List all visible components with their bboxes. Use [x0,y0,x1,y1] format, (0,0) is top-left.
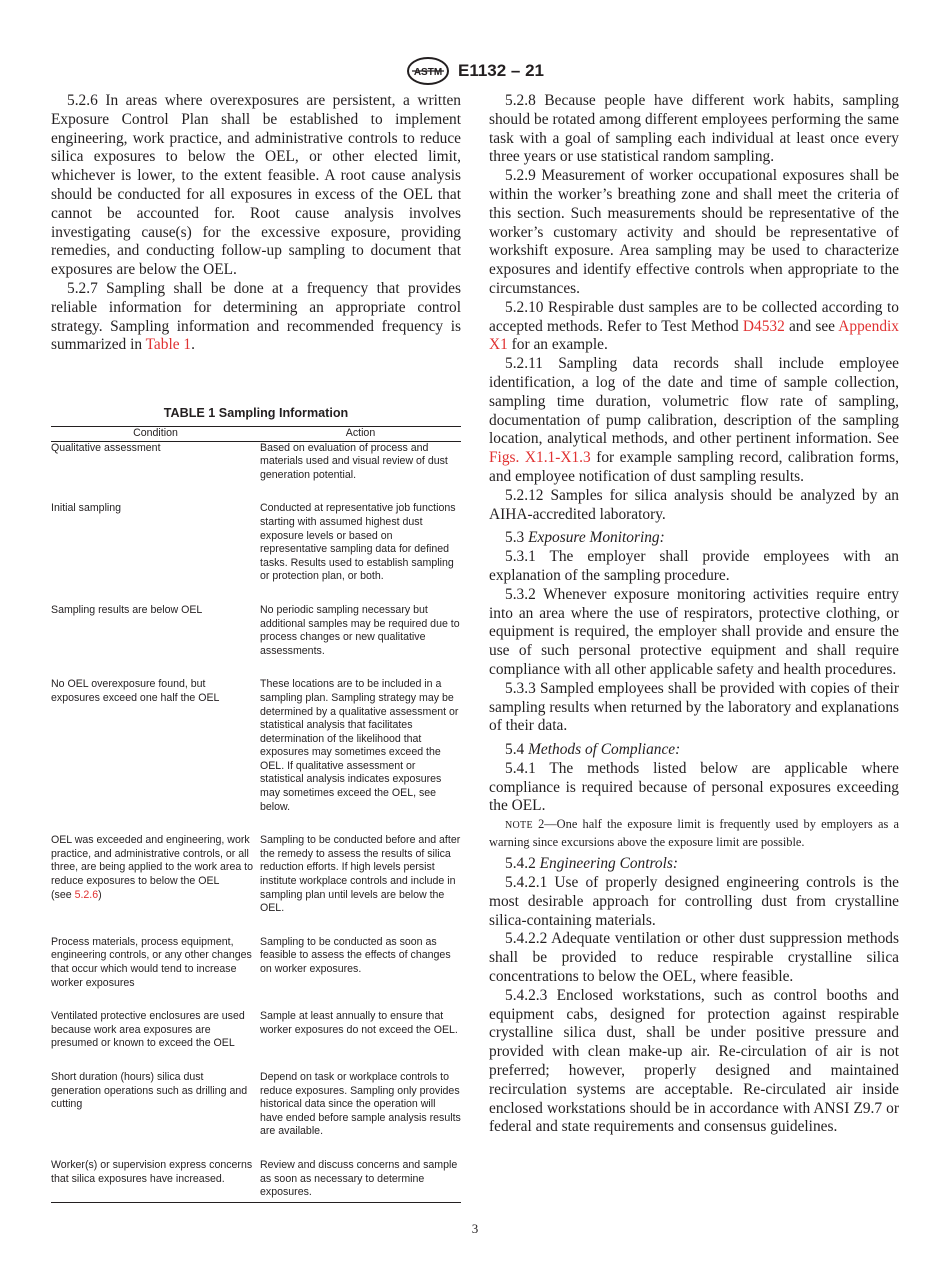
table-row [51,1010,461,1071]
page-number: 3 [471,1221,479,1236]
paragraph-5-4-2-2: 5.4.2.2 Adequate ventilation or other dust suppression methods shall be provided to reduce respirable crystalline silica concentrations to below the OEL, where feasible. [489,930,899,986]
table-row [51,834,461,936]
table-row [51,502,461,604]
section-5-4-2-heading: 5.4.2 Engineering Controls: [505,855,679,873]
action-cell: Depend on task or workplace controls to reduce exposures. Sampling only provides historical data since the operation will have ended before sample analysis results are available. [260,1070,461,1138]
document-id: E1132 – 21 [457,61,545,80]
appendix-x1-link[interactable]: Appendix X1 [489,317,899,354]
condition-cell: Worker(s) or supervision express concerns that silica exposures have increased. [51,1159,260,1202]
table-title: TABLE 1 Sampling Information [163,406,349,420]
column-header-action: Action [260,427,461,442]
condition-cell: Process materials, process equipment, engineering controls, or any other changes that occur which would tend to increase worker exposures [51,935,252,989]
paragraph-5-2-9: 5.2.9 Measurement of worker occupational exposures shall be within the worker’s breathing zone and shall meet the criteria of this section. Such measurements should be representative of the worker’s customary activity and should be representative of workshift exposure. Area sampling may be used to characterize exposures and identify effective controls when appropriate to the circumstances. [489,167,899,297]
paragraph-5-2-8: 5.2.8 Because people have different work habits, sampling should be rotated among different employees performing the same task with a goal of sampling each individual at least once every three years or use statistical random sampling. [489,92,899,166]
table-row [51,936,461,1010]
condition-cell: Initial sampling [51,502,122,515]
table-row [51,678,461,834]
action-cell: Conducted at representative job functions starting with assumed highest dust exposure levels or based on representative sampling data for defined tasks. Results used to establish sampling or protection plan, or both. [260,502,456,583]
table-row [51,1159,461,1202]
action-cell: Sample at least annually to ensure that worker exposures do not exceed the OEL. [260,1010,458,1036]
table-1-link[interactable]: Table 1 [145,336,192,354]
paragraph-5-2-12: 5.2.12 Samples for silica analysis should be analyzed by an AIHA-accredited laboratory. [489,486,899,523]
column-header-condition: Condition [51,427,260,442]
paragraph-5-3-3: 5.3.3 Sampled employees shall be provided with copies of their sampling results when returned by the laboratory and explanations of their data. [489,679,899,735]
action-cell: Sampling to be conducted as soon as feasible to assess the effects of changes on worker exposures. [260,935,451,975]
action-cell: No periodic sampling necessary but additional samples may be required due to process changes or new qualitative assessments. [260,603,460,657]
paragraph-5-2-10: 5.2.10 Respirable dust samples are to be collected according to accepted methods. Refer to Test Method D4532 and see Appendix X1 for an example. [489,298,899,354]
astm-logo-icon [406,56,450,86]
page-header [0,56,950,86]
table-row [51,441,461,502]
d4532-link[interactable]: D4532 [742,317,785,335]
left-column [51,92,461,355]
section-5-2-6-link[interactable]: 5.2.6 [74,888,99,901]
right-column [489,92,899,1137]
paragraph-5-4-2-1: 5.4.2.1 Use of properly designed engineering controls is the most desirable approach for controlling dust from crystalline silica-containing materials. [489,874,899,929]
table-row [51,604,461,678]
action-cell: These locations are to be included in a sampling plan. Sampling strategy may be determined by a qualitative assessment or statistical analysis that facilitates determination of the likelihood that exposures may sometimes exceed the OEL. If qualitative assessment or statistical analysis indicates exposures may sometimes exceed the OEL, see below. [260,678,459,813]
paragraph-5-2-7: 5.2.7 Sampling shall be done at a frequency that provides reliable information for determining an appropriate control strategy. Sampling information and recommended frequency is summarized in Table 1. [51,279,461,354]
paragraph-5-2-6: 5.2.6 In areas where overexposures are persistent, a written Exposure Control Plan shall be established to implement engineering, work practice, and administrative controls to reduce silica exposures to below the OEL, or other elected limit, whichever is lower, to the extent feasible. A root cause analysis should be conducted for all exposures in excess of the OEL that cannot be accounted for. Root cause analysis involves investigating cause(s) for the excessive exposure, providing remedies, and conducting follow-up sampling to document that exposures are below the OEL. [51,92,461,279]
paragraph-5-3-1: 5.3.1 The employer shall provide employees with an explanation of the sampling procedure. [489,548,899,584]
paragraph-5-2-11: 5.2.11 Sampling data records shall include employee identification, a log of the date and time of sample collection, sampling time duration, volumetric flow rate of sampling, documentation of pump calibration, description of the sampling location, analytical methods, and other pertinent information. See Figs. X1.1-X1.3 for example sampling record, calibration forms, and employee notification of dust sampling results. [489,355,900,485]
paragraph-5-4-1: 5.4.1 The methods listed below are applicable where compliance is required because of personal exposures exceeding the OEL. [489,759,899,815]
condition-cell: No OEL overexposure found, but exposures exceed one half the OEL [51,678,220,704]
table-row [51,1071,461,1159]
section-5-3-heading: 5.3 Exposure Monitoring: [505,529,665,547]
paragraph-5-4-2-3: 5.4.2.3 Enclosed workstations, such as control booths and equipment cabs, designed for protection against respirable crystalline silica dust, shall be under positive pressure and provided with clean make-up air. Re-circulation of air is not preferred; however, properly designed and maintained recirculation systems are acceptable. Re-circulated air inside enclosed workstations should be in accordance with ANSI Z9.7 or federal and state requirements and consensus guidelines. [489,986,899,1136]
condition-cell: Ventilated protective enclosures are used because work area exposures are presumed or known to exceed the OEL [51,1010,245,1050]
action-cell: Sampling to be conducted before and after the remedy to assess the results of silica reduction efforts. If high levels persist institute workplace controls and include in sampling plan until levels are below the OEL. [260,834,461,915]
condition-cell: Sampling results are below OEL [51,603,203,616]
note-2: NOTE 2—One half the exposure limit is frequently used by employers as a warning since excursions above the exposure limit are possible. [489,817,899,850]
action-cell: Review and discuss concerns and sample as soon as necessary to determine exposures. [260,1159,461,1202]
condition-cell: Qualitative assessment [51,441,161,454]
condition-cell: OEL was exceeded and engineering, work practice, and administrative controls, or all three, are being applied to the work area to reduce exposures to below the OEL (see 5.2.6) [51,834,254,901]
figs-x1-link[interactable]: Figs. X1.1-X1.3 [489,449,591,467]
condition-cell: Short duration (hours) silica dust generation operations such as drilling and cutting [51,1070,248,1111]
section-5-4-heading: 5.4 Methods of Compliance: [505,741,681,759]
svg-text:ASTM: ASTM [413,67,443,78]
sampling-table [51,406,461,1203]
paragraph-5-3-2: 5.3.2 Whenever exposure monitoring activities require entry into an area where the use of respirators, protective clothing, or equipment is required, the employer shall provide and ensure the use of such personal protective equipment and shall require compliance with all other applicable safety and health procedures. [489,585,899,678]
action-cell: Based on evaluation of process and materials used and visual review of dust generation potential. [260,441,448,481]
